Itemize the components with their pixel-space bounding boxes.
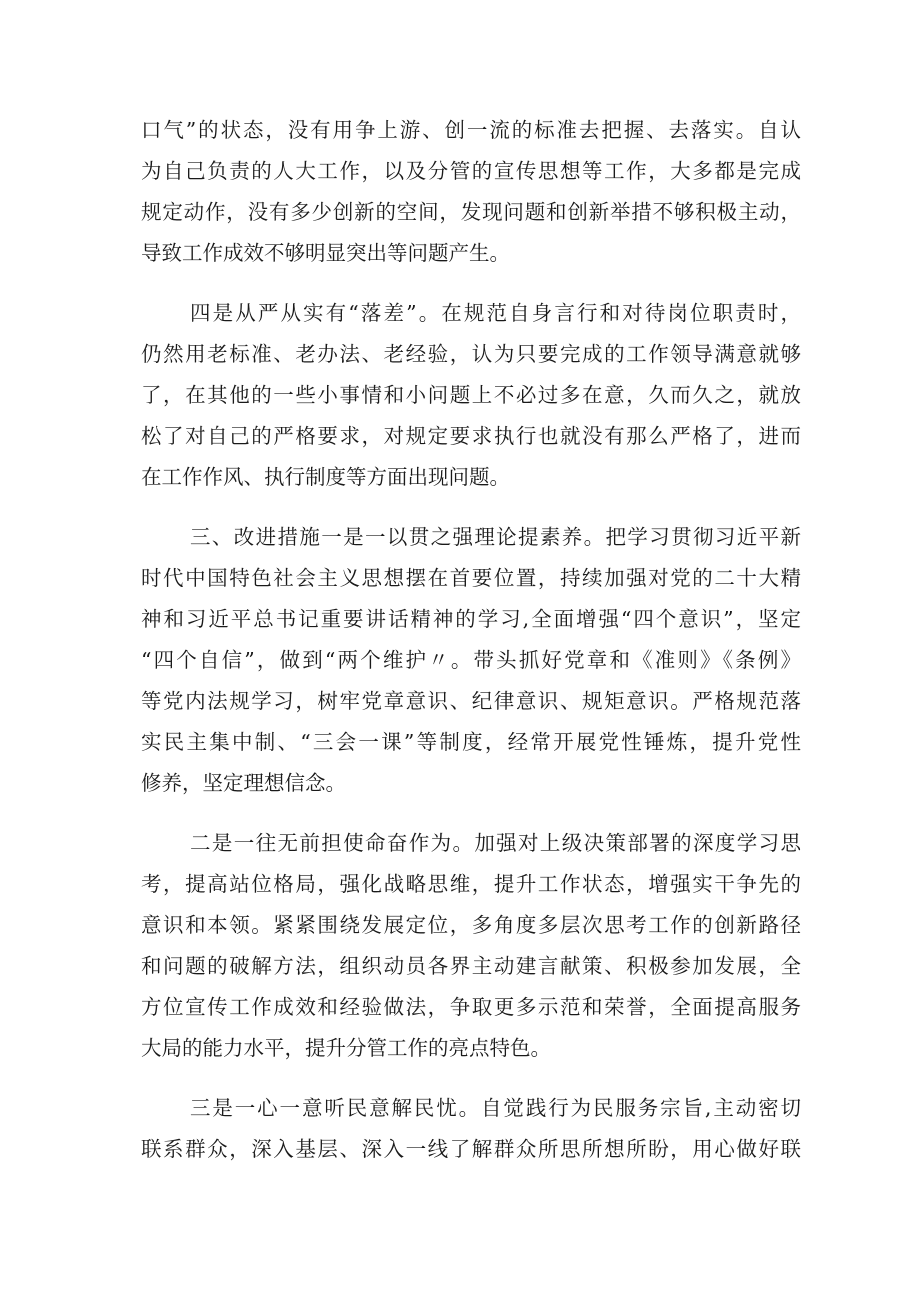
text-line: 时代中国特色社会主义思想摆在首要位置，持续加强对党的二十大精 (141, 566, 801, 590)
text-line: 实民主集中制、“三会一课”等制度，经常开展党性锤炼，提升党性 (141, 730, 801, 754)
text-line: “四个自信”，做到“两个维护〃。带头抓好党章和《准则》《条例》 (141, 648, 801, 672)
text-line: 大局的能力水平，提升分管工作的亮点特色。 (141, 1036, 551, 1060)
text-line: 二是一往无前担使命奋作为。加强对上级决策部署的深度学习思 (190, 831, 801, 855)
text-line: 联系群众，深入基层、深入一线了解群众所思所想所盼，用心做好联 (141, 1137, 801, 1161)
text-line: 意识和本领。紧紧围绕发展定位，多角度多层次思考工作的创新路径 (141, 913, 801, 937)
text-line: 和问题的破解方法，组织动员各界主动建言献策、积极参加发展，全 (141, 954, 801, 978)
text-line: 三、改进措施一是一以贯之强理论提素养。把学习贯彻习近平新 (190, 525, 801, 549)
text-line: 了，在其他的一些小事情和小问题上不必过多在意，久而久之，就放 (141, 383, 801, 407)
text-line: 在工作作风、执行制度等方面出现问题。 (141, 465, 510, 489)
text-line: 修养，坚定理想信念。 (141, 771, 346, 795)
paragraph-measures-theory (141, 517, 801, 804)
paragraph-public-concerns (141, 1088, 801, 1170)
text-line: 口气”的状态，没有用争上游、创一流的标准去把握、去落实。自认 (141, 118, 801, 142)
text-line: 导致工作成效不够明显突出等问题产生。 (141, 241, 510, 265)
document-body (141, 110, 801, 1189)
text-line: 等党内法规学习，树牢党章意识、纪律意识、规矩意识。严格规范落 (141, 689, 801, 713)
text-line: 为自己负责的人大工作，以及分管的宣传思想等工作，大多都是完成 (141, 159, 801, 183)
text-line: 神和习近平总书记重要讲话精神的学习,全面增强“四个意识”，坚定 (141, 607, 801, 631)
text-line: 规定动作，没有多少创新的空间，发现问题和创新举措不够积极主动， (141, 200, 801, 224)
text-line: 松了对自己的严格要求，对规定要求执行也就没有那么严格了，进而 (141, 424, 801, 448)
paragraph-continuation (141, 110, 801, 274)
text-line: 方位宣传工作成效和经验做法，争取更多示范和荣誉，全面提高服务 (141, 995, 801, 1019)
text-line: 仍然用老标准、老办法、老经验，认为只要完成的工作领导满意就够 (141, 342, 801, 366)
text-line: 四是从严从实有“落差”。在规范自身言行和对待岗位职责时， (190, 301, 801, 325)
paragraph-strict-practical (141, 293, 801, 498)
text-line: 三是一心一意听民意解民忧。自觉践行为民服务宗旨,主动密切 (190, 1096, 801, 1120)
text-line: 考，提高站位格局，强化战略思维，提升工作状态，增强实干争先的 (141, 872, 801, 896)
paragraph-mission-action (141, 823, 801, 1069)
